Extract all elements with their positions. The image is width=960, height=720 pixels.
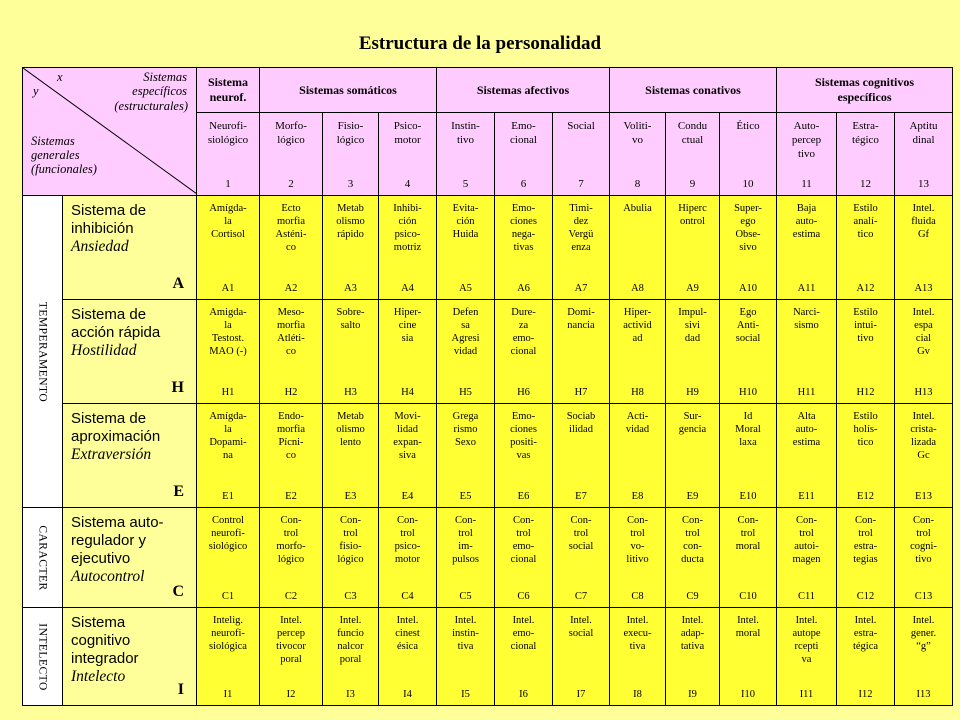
cell-text: Sobre- salto: [336, 307, 365, 331]
cell-text: Evita- ción Huida: [452, 203, 479, 240]
cell-text: Timi- dez Vergü enza: [568, 203, 594, 253]
cell-code: E9: [686, 491, 699, 502]
table-cell: [379, 404, 437, 508]
cell-code: I3: [346, 689, 355, 700]
column-header: [260, 113, 323, 196]
cell-code: I10: [741, 689, 755, 700]
column-header: [610, 113, 666, 196]
column-number: 3: [347, 178, 354, 190]
table-row: [23, 404, 953, 508]
cell-text: Con- trol con- ducta: [681, 515, 704, 565]
column-number: 9: [689, 178, 696, 190]
cell-code: A8: [631, 283, 644, 294]
cell-text: Con- trol vo- litivo: [626, 515, 649, 565]
table-cell: [777, 608, 837, 706]
table-cell: [666, 404, 720, 508]
row-dimension: Extraversión: [71, 446, 152, 463]
cell-text: Hiper- activid ad: [623, 307, 652, 344]
column-label: Morfo- lógico: [275, 120, 307, 146]
cell-text: Acti- vidad: [625, 411, 650, 435]
cell-code: E13: [915, 491, 932, 502]
table-cell: [837, 196, 895, 300]
cell-text: Intel. autope rcepti va: [792, 615, 821, 665]
cell-text: Intel. fluida Gf: [911, 203, 936, 240]
table-cell: [437, 404, 495, 508]
table-cell: [610, 508, 666, 608]
cell-code: I4: [403, 689, 412, 700]
table-cell: [720, 196, 777, 300]
table-cell: [610, 196, 666, 300]
cell-code: H5: [459, 387, 472, 398]
cell-code: I13: [916, 689, 931, 700]
column-header: [720, 113, 777, 196]
cell-code: H12: [856, 387, 875, 398]
column-label: Condu ctual: [677, 120, 708, 146]
cell-code: A3: [344, 283, 357, 294]
row-dimension: Hostilidad: [71, 342, 137, 359]
cell-code: E1: [222, 491, 234, 502]
cell-text: Amigda- la Testost. MAO (-): [209, 307, 247, 357]
row-dimension: Ansiedad: [71, 238, 129, 255]
column-header: [895, 113, 953, 196]
group-header: Sistemas afectivos: [437, 68, 610, 113]
table-cell: [437, 608, 495, 706]
cell-code: C4: [401, 591, 414, 602]
cell-code: I2: [286, 689, 296, 700]
table-row: [23, 300, 953, 404]
cell-code: E10: [739, 491, 757, 502]
table-cell: [495, 300, 553, 404]
row-label: [63, 196, 197, 300]
cell-code: A13: [914, 283, 933, 294]
table-cell: [837, 300, 895, 404]
table-cell: [666, 608, 720, 706]
cell-text: Hiper- cine sia: [393, 307, 422, 344]
cell-text: Emo- ciones positi- vas: [510, 411, 537, 461]
corner-y: y: [33, 84, 39, 98]
cell-code: I12: [858, 689, 873, 700]
table-cell: [323, 196, 379, 300]
column-number: 11: [801, 178, 812, 190]
cell-text: Ecto morfia Asténi- co: [275, 203, 307, 253]
cell-text: Hiperc ontrol: [678, 203, 707, 227]
cell-text: Intel. adap- tativa: [680, 615, 705, 652]
row-label: [63, 508, 197, 608]
cell-text: Amígda- la Cortisol: [209, 203, 247, 240]
section-label: [23, 608, 63, 706]
table-cell: [260, 404, 323, 508]
cell-text: Defen sa Agresi vidad: [451, 307, 480, 357]
cell-text: Intel. gener. “g”: [910, 615, 937, 652]
cell-code: C8: [631, 591, 644, 602]
column-header: [553, 113, 610, 196]
section-label: [23, 196, 63, 508]
table-cell: [197, 508, 260, 608]
personality-structure-table: [22, 67, 953, 706]
column-label: Instin- tivo: [451, 120, 480, 146]
cell-text: Id Moral laxa: [735, 411, 761, 448]
table-cell: [553, 300, 610, 404]
cell-code: A7: [574, 283, 588, 294]
table-cell: [437, 196, 495, 300]
table-row: [23, 608, 953, 706]
cell-code: I7: [576, 689, 586, 700]
cell-text: Emo- ciones nega- tivas: [510, 203, 537, 253]
column-label: Fisio- lógico: [336, 120, 365, 146]
table-cell: [197, 608, 260, 706]
cell-text: Sur- gencia: [678, 411, 707, 435]
column-number: 12: [860, 178, 871, 190]
cell-code: E5: [459, 491, 472, 502]
cell-code: E11: [798, 491, 815, 502]
column-number: 7: [578, 178, 584, 190]
table-cell: [895, 300, 953, 404]
section-label-text: TEMPERAMENTO: [36, 301, 49, 402]
table-cell: [323, 300, 379, 404]
cell-text: Intel. percep tivocor poral: [276, 615, 306, 665]
cell-code: C2: [284, 591, 298, 602]
table-cell: [553, 608, 610, 706]
table-cell: [495, 196, 553, 300]
page-title: Estructura de la personalidad: [358, 33, 602, 54]
cell-text: Con- trol emo- cional: [510, 515, 537, 565]
corner-estructurales: (estructurales): [114, 99, 188, 113]
cell-code: E4: [401, 491, 414, 502]
table-cell: [720, 608, 777, 706]
column-label: Neurofi- siológico: [207, 120, 249, 146]
table-cell: [379, 508, 437, 608]
column-number: 6: [520, 178, 527, 190]
cell-text: Control neurofi- siológico: [208, 515, 248, 552]
table-cell: [553, 508, 610, 608]
cell-code: C10: [739, 591, 757, 602]
cell-text: Intel. instin- tiva: [452, 615, 479, 652]
cell-code: C6: [517, 591, 530, 602]
column-label: Aptitu dinal: [909, 120, 938, 146]
column-label: Social: [567, 120, 595, 132]
table-cell: [260, 508, 323, 608]
cell-code: E12: [857, 491, 874, 502]
cell-text: Alta auto- estima: [792, 411, 821, 448]
row-label: [63, 300, 197, 404]
cell-text: Con- trol social: [568, 515, 594, 552]
cell-code: E8: [631, 491, 644, 502]
table-cell: [553, 404, 610, 508]
cell-code: A2: [284, 283, 298, 294]
table-row: [23, 196, 953, 300]
cell-code: C11: [797, 591, 816, 602]
table-cell: [323, 404, 379, 508]
cell-code: C13: [914, 591, 933, 602]
cell-code: C1: [221, 591, 235, 602]
column-label: Emo- cional: [510, 120, 537, 146]
cell-code: I5: [461, 689, 470, 700]
corner-header: [23, 68, 197, 196]
cell-text: Sociab ilidad: [566, 411, 596, 435]
table-cell: [553, 196, 610, 300]
table-row: [23, 508, 953, 608]
row-system-name: Sistema de inhibición: [71, 202, 147, 237]
table-cell: [720, 404, 777, 508]
cell-text: Con- trol moral: [735, 515, 761, 552]
table-cell: [323, 608, 379, 706]
cell-text: Con- trol fisio- lógico: [337, 515, 364, 565]
table-cell: [837, 608, 895, 706]
cell-text: Con- trol morfo- lógico: [276, 515, 306, 565]
table-cell: [895, 196, 953, 300]
table-cell: [260, 196, 323, 300]
cell-text: Estilo analí- tico: [853, 203, 878, 240]
cell-text: Narci- sismo: [793, 307, 820, 331]
cell-text: Estilo holís- tico: [853, 411, 878, 448]
table-cell: [666, 300, 720, 404]
table-cell: [379, 300, 437, 404]
cell-text: Ego Anti- social: [735, 307, 761, 344]
cell-code: C12: [856, 591, 875, 602]
column-header: [495, 113, 553, 196]
group-header: Sistema neurof.: [197, 68, 260, 113]
section-label-text: INTELECTO: [36, 622, 49, 691]
column-number: 13: [918, 178, 929, 190]
table-cell: [379, 196, 437, 300]
row-label: [63, 404, 197, 508]
table-cell: [777, 508, 837, 608]
cell-text: Con- trol psico- motor: [394, 515, 421, 565]
cell-code: I9: [688, 689, 697, 700]
table-cell: [197, 404, 260, 508]
table-cell: [895, 508, 953, 608]
table-cell: [720, 508, 777, 608]
table-cell: [777, 300, 837, 404]
cell-text: Intel. espa cial Gv: [912, 307, 935, 357]
cell-code: I1: [223, 689, 233, 700]
column-header: [379, 113, 437, 196]
cell-code: E7: [575, 491, 587, 502]
row-system-name: Sistema auto- regulador y ejecutivo: [71, 514, 164, 567]
table-cell: [495, 404, 553, 508]
cell-text: Baja auto- estima: [792, 203, 821, 240]
row-system-name: Sistema de acción rápida: [71, 306, 161, 341]
group-header: Sistemas cognitivos específicos: [777, 68, 953, 113]
cell-code: H9: [686, 387, 699, 398]
table-cell: [437, 300, 495, 404]
cell-text: Con- trol autoi- magen: [792, 515, 821, 565]
cell-text: Intel. estra- tégica: [852, 615, 879, 652]
column-header: [323, 113, 379, 196]
group-header: Sistemas somáticos: [260, 68, 437, 113]
cell-text: Inhibi- ción psico- motriz: [393, 203, 422, 253]
table-cell: [777, 196, 837, 300]
table-cell: [777, 404, 837, 508]
table-cell: [495, 608, 553, 706]
table-cell: [323, 508, 379, 608]
row-system-name: Sistema cognitivo integrador: [71, 614, 139, 667]
row-letter: E: [173, 483, 184, 500]
cell-code: A10: [738, 283, 758, 294]
row-letter: I: [177, 681, 184, 698]
cell-code: H10: [738, 387, 758, 398]
table-cell: [197, 196, 260, 300]
corner-especificos: específicos: [132, 84, 187, 98]
table-cell: [610, 608, 666, 706]
group-header: Sistemas conativos: [610, 68, 777, 113]
cell-text: Abulia: [623, 203, 652, 214]
column-header: [777, 113, 837, 196]
table-cell: [720, 300, 777, 404]
row-label: [63, 608, 197, 706]
row-letter: H: [171, 379, 184, 396]
cell-text: Movi- lidad expan- siva: [393, 411, 422, 461]
cell-code: H13: [914, 387, 933, 398]
cell-code: A1: [221, 283, 235, 294]
section-label: [23, 508, 63, 608]
column-label: Ético: [736, 120, 760, 132]
cell-code: C9: [686, 591, 699, 602]
table-cell: [197, 300, 260, 404]
cell-text: Intelig. neurofi- siológica: [209, 615, 247, 652]
cell-text: Intel. emo- cional: [510, 615, 537, 652]
cell-text: Intel. social: [568, 615, 594, 639]
column-label: Voliti- vo: [623, 120, 652, 146]
table-cell: [666, 196, 720, 300]
column-number: 2: [288, 178, 294, 190]
cell-text: Intel. moral: [735, 615, 761, 639]
table-cell: [837, 404, 895, 508]
cell-text: Intel. execu- tiva: [623, 615, 652, 652]
cell-code: I11: [799, 689, 814, 700]
corner-generales: Sistemas generales (funcionales): [31, 134, 97, 176]
cell-text: Intel. crista- lizada Gc: [910, 411, 937, 461]
row-letter: A: [172, 275, 184, 292]
cell-code: H11: [797, 387, 816, 398]
cell-code: H7: [574, 387, 588, 398]
cell-code: H3: [344, 387, 357, 398]
cell-code: C7: [574, 591, 588, 602]
cell-code: H4: [401, 387, 414, 398]
table-cell: [379, 608, 437, 706]
cell-text: Estilo intui- tivo: [853, 307, 878, 344]
table-cell: [260, 300, 323, 404]
cell-code: A4: [401, 283, 414, 294]
cell-text: Metab olismo rápido: [336, 203, 365, 240]
cell-text: Con- trol estra- tegias: [853, 515, 878, 565]
cell-text: Amígda- la Dopami- na: [209, 411, 247, 461]
table-cell: [260, 608, 323, 706]
table-cell: [610, 300, 666, 404]
cell-text: Super- ego Obse- sivo: [734, 203, 762, 253]
cell-text: Meso- morfia Atléti- co: [277, 307, 305, 357]
table-cell: [666, 508, 720, 608]
column-header: [437, 113, 495, 196]
column-number: 5: [462, 178, 469, 190]
table-cell: [495, 508, 553, 608]
row-system-name: Sistema de aproximación: [71, 410, 161, 445]
cell-code: E2: [285, 491, 297, 502]
table-cell: [895, 608, 953, 706]
column-number: 10: [742, 178, 754, 190]
column-number: 8: [634, 178, 641, 190]
column-number: 4: [404, 178, 411, 190]
cell-code: A5: [459, 283, 472, 294]
cell-code: A9: [686, 283, 699, 294]
cell-code: H1: [221, 387, 235, 398]
cell-text: Metab olismo lento: [336, 411, 365, 448]
table-cell: [837, 508, 895, 608]
cell-code: I8: [633, 689, 642, 700]
cell-code: H8: [631, 387, 644, 398]
corner-x: x: [57, 70, 63, 84]
cell-code: A11: [797, 283, 816, 294]
cell-code: A12: [856, 283, 875, 294]
cell-code: I6: [519, 689, 528, 700]
column-label: Psico- motor: [393, 120, 422, 146]
cell-code: E3: [344, 491, 357, 502]
column-header: [197, 113, 260, 196]
cell-code: E6: [517, 491, 530, 502]
row-dimension: Autocontrol: [71, 568, 145, 585]
cell-code: C3: [344, 591, 357, 602]
table-cell: [610, 404, 666, 508]
column-header: [666, 113, 720, 196]
cell-text: Impul- sivi dad: [678, 307, 707, 344]
cell-text: Intel. funcio nalcor poral: [337, 615, 364, 665]
section-label-text: CARACTER: [36, 524, 49, 591]
cell-code: H6: [517, 387, 530, 398]
cell-text: Dure- za emo- cional: [510, 307, 537, 357]
corner-sistemas: Sistemas: [143, 70, 187, 84]
row-letter: C: [172, 583, 184, 600]
table-cell: [437, 508, 495, 608]
column-number: 1: [225, 178, 231, 190]
cell-code: C5: [459, 591, 472, 602]
column-header: [837, 113, 895, 196]
column-label: Auto- percep tivo: [791, 120, 822, 160]
cell-code: A6: [517, 283, 530, 294]
column-label: Estra- tégico: [852, 120, 879, 146]
cell-text: Grega rismo Sexo: [452, 411, 479, 448]
cell-text: Con- trol im- pulsos: [452, 515, 479, 565]
cell-text: Intel. cinest ésica: [395, 615, 420, 652]
table-cell: [895, 404, 953, 508]
cell-text: Domi- nancia: [567, 307, 595, 331]
cell-code: H2: [284, 387, 298, 398]
cell-text: Endo- morfia Pícni- co: [277, 411, 305, 461]
cell-text: Con- trol cogni- tivo: [910, 515, 937, 565]
row-dimension: Intelecto: [71, 668, 126, 685]
